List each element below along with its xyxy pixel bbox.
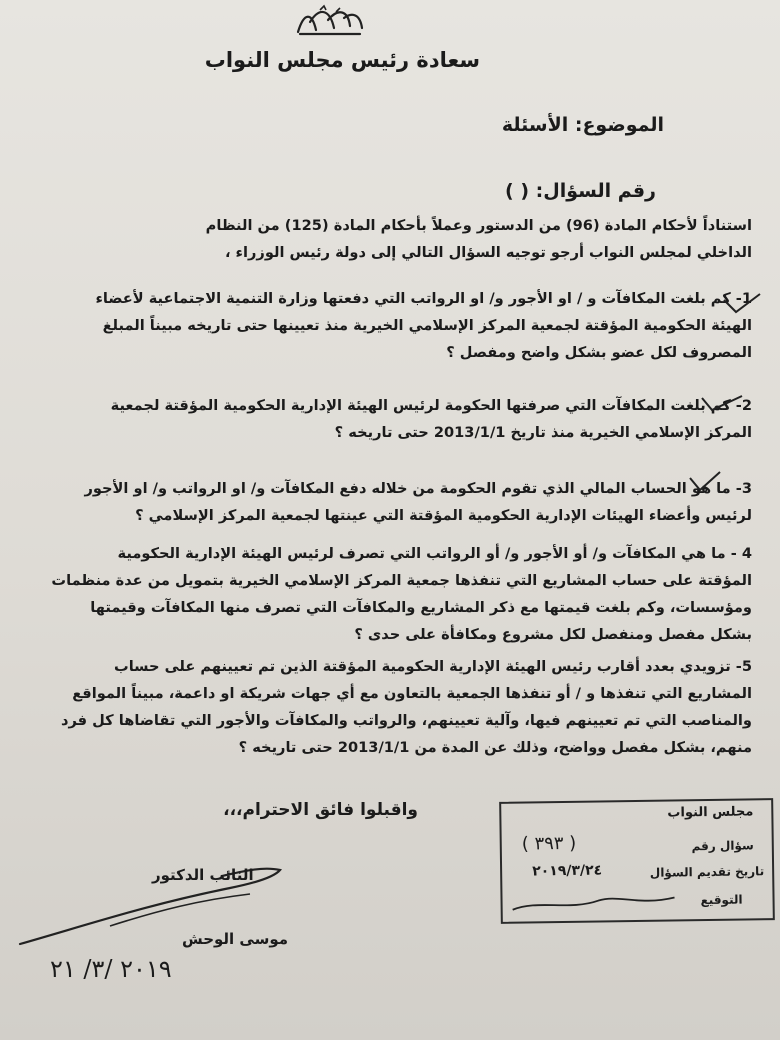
question-text: تزويدي بعدد أقارب رئيس الهيئة الإدارية الحكومية المؤقتة الذين تم تعيينهم على حساب: [114, 658, 731, 675]
question-number: رقم السؤال: ( ): [505, 180, 656, 202]
question-number-label: 3-: [735, 480, 752, 497]
question-number-label: 2-: [735, 397, 752, 414]
stamp-date-label: تاريخ تقديم السؤال: [649, 864, 765, 880]
question-1: [42, 285, 752, 366]
deputy-title: النائب الدكتور: [152, 866, 254, 884]
stamp-title: مجلس النواب: [667, 804, 754, 821]
question-line: والمناصب التي تم تعيينهم فيها، وآلية تعيينهم، والرواتب والمكافآت والأجور التي تقاضاها كل فرد: [60, 712, 752, 729]
stamp-signature-icon: [508, 887, 678, 917]
question-line: ومؤسسات، وكم بلغت قيمتها مع ذكر المشاريع والمكافآت التي تصرف منها المكافآت وقيمتها: [90, 599, 752, 616]
question-text: كم بلغت المكافآت و / او الأجور و/ او الرواتب التي دفعتها وزارة التنمية الاجتماعية لأعضاء: [95, 290, 731, 307]
question-5: [42, 653, 752, 761]
question-line: المركز الإسلامي الخيرية منذ تاريخ 2013/1/1 حتى تاريخه ؟: [334, 424, 752, 441]
question-3: [42, 475, 752, 529]
subject-line: الموضوع: الأسئلة: [501, 114, 664, 136]
question-text: كم بلغت المكافآت التي صرفتها الحكومة لرئيس الهيئة الإدارية الحكومية المؤقتة لجمعية: [110, 397, 731, 414]
reception-stamp: [499, 798, 775, 924]
question-line: [42, 392, 752, 419]
question-line: المشاريع التي تنفذها و / أو تنفذها الجمعية بالتعاون مع أي جهات شريكة او داعمة، مبيناً المواقع: [72, 685, 752, 702]
question-line: لرئيس وأعضاء الهيئات الإدارية الحكومية المؤقتة التي عينتها لجمعية المركز الإسلامي ؟: [135, 507, 752, 524]
question-number-label: 1-: [735, 290, 752, 307]
intro-line: استناداً لأحكام المادة (96) من الدستور وعملاً بأحكام المادة (125) من النظام: [205, 217, 752, 234]
question-line: الهيئة الحكومية المؤقتة لجمعية المركز الإسلامي الخيرية منذ تعيينها حتى تاريخه مبيناً المبلغ: [102, 317, 752, 334]
question-number-label: 4 -: [730, 545, 752, 562]
question-line: [42, 285, 752, 312]
question-text: ما هي المكافآت و/ أو الأجور و/ أو الرواتب التي تصرف لرئيس الهيئة الإدارية الحكومية: [117, 545, 726, 562]
question-line: المصروف لكل عضو بشكل واضح ومفصل ؟: [446, 344, 752, 361]
question-line: منهم، بشكل مفصل وواضح، وذلك عن المدة من 2013/1/1 حتى تاريخه ؟: [238, 739, 752, 756]
intro-line: الداخلي لمجلس النواب أرجو توجيه السؤال التالي إلى دولة رئيس الوزراء ،: [224, 244, 752, 261]
deputy-name: موسى الوحش: [182, 930, 289, 948]
question-line: بشكل مفصل ومنفصل لكل مشروع ومكافأة على حدى ؟: [354, 626, 752, 643]
question-line: المؤقتة على حساب المشاريع التي تنفذها جمعية المركز الإسلامي الخيرية بتمويل من عدة منظمات: [51, 572, 752, 589]
intro-paragraph: [42, 212, 752, 266]
closing-line: واقبلوا فائق الاحترام،،،: [223, 800, 418, 820]
signature-stroke-icon: [110, 894, 250, 926]
stamp-date-value: ٢٠١٩/٣/٢٤: [532, 862, 603, 880]
parliament-logo: [290, 2, 370, 42]
signature-date: ٢٠١٩ /٣/ ٢١: [50, 955, 172, 983]
question-2: [42, 392, 752, 446]
question-text: ما هو الحساب المالي الذي تقوم الحكومة من خلاله دفع المكافآت و/ او الرواتب و/ او الأجور: [84, 480, 731, 497]
stamp-question-number: ( ٣٩٣ ): [521, 832, 577, 855]
question-line: [42, 653, 752, 680]
addressee: سعادة رئيس مجلس النواب: [204, 48, 480, 72]
question-line: [42, 540, 752, 567]
stamp-question-label: سؤال رقم: [691, 838, 754, 854]
stamp-signature-label: التوقيع: [700, 892, 743, 908]
question-line: [42, 475, 752, 502]
question-number-label: 5-: [735, 658, 752, 675]
question-4: [42, 540, 752, 648]
